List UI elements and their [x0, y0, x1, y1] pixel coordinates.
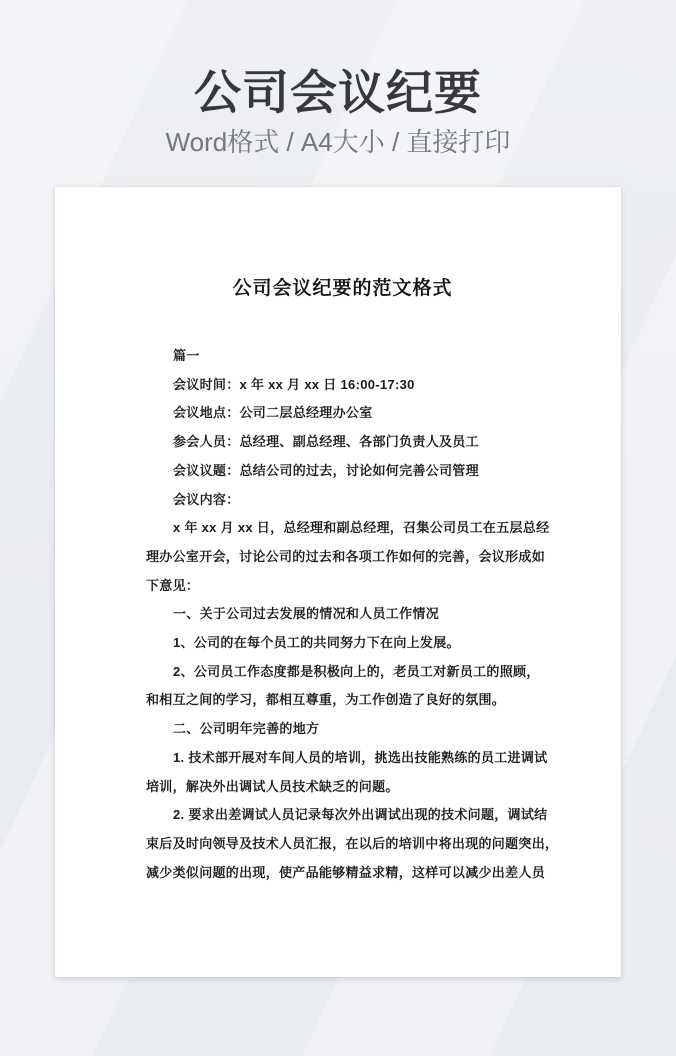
document-line: 会议内容：	[173, 491, 240, 507]
page-header	[0, 0, 676, 186]
document-line: 2、公司员工作态度都是积极向上的，老员工对新员工的照顾，	[173, 663, 540, 679]
document-line: 一、关于公司过去发展的情况和人员工作情况	[173, 606, 440, 622]
document-line: 1. 技术部开展对车间人员的培训，挑选出技能熟练的员工进调试	[173, 749, 548, 765]
document-line: 下意见：	[146, 577, 200, 593]
document-line: 会议地点：公司二层总经理办公室	[173, 405, 373, 421]
document-line: 束后及时向领导及技术人员汇报，在以后的培训中将出现的问题突出，	[146, 835, 559, 851]
document-preview-page	[55, 187, 621, 977]
document-line: 2. 要求出差调试人员记录每次外出调试出现的技术问题，调试结	[173, 807, 548, 823]
document-line: x 年 xx 月 xx 日，总经理和副总经理，召集公司员工在五层总经	[173, 520, 550, 536]
document-line: 参会人员：总经理、副总经理、各部门负责人及员工	[173, 434, 479, 450]
document-line: 理办公室开会，讨论公司的过去和各项工作如何的完善，会议形成如	[146, 548, 546, 564]
document-lines	[55, 342, 621, 887]
document-line: 篇一	[173, 348, 200, 363]
template-title: 公司会议纪要	[194, 66, 482, 119]
document-line: 培训，解决外出调试人员技术缺乏的问题。	[146, 778, 399, 794]
document-title: 公司会议纪要的范文格式	[232, 278, 453, 299]
document-line: 会议议题：总结公司的过去，讨论如何完善公司管理	[173, 462, 479, 478]
document-line: 二、公司明年完善的地方	[173, 721, 320, 737]
document-line: 减少类似问题的出现，使产品能够精益求精，这样可以减少出差人员	[146, 864, 546, 880]
document-line: 会议时间：x 年 xx 月 xx 日 16:00-17:30	[173, 376, 415, 392]
document-line: 和相互之间的学习，都相互尊重，为工作创造了良好的氛围。	[146, 692, 506, 708]
template-subtitle: Word格式 / A4大小 / 直接打印	[165, 127, 511, 157]
document-line: 1、公司的在每个员工的共同努力下在向上发展。	[173, 635, 460, 651]
